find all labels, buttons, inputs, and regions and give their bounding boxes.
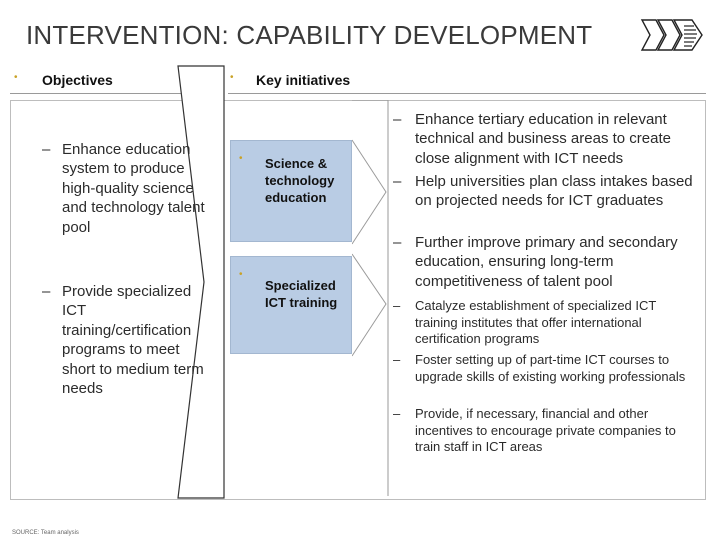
initiative-bullet: •	[239, 153, 243, 164]
initiative-point-text: Provide, if necessary, financial and other incentives to encourage private companies to train staff in ICT areas	[415, 406, 676, 455]
initiatives-header: Key initiatives	[256, 72, 351, 88]
dash-marker: –	[393, 234, 402, 251]
initiative-point-text: Foster setting up of part-time ICT courses to upgrade skills of existing working professionals	[415, 352, 686, 384]
initiative-point	[393, 298, 700, 348]
initiative-point	[393, 172, 700, 211]
source-footnote: SOURCE: Team analysis	[12, 530, 79, 536]
initiative-label: Specialized ICT training	[265, 278, 338, 310]
dash-marker: –	[393, 298, 401, 313]
objective-text: Enhance education system to produce high-quality science and technology talent pool	[62, 141, 205, 236]
chevron-arrows-logo	[640, 18, 706, 52]
dash-marker: –	[393, 173, 402, 190]
page-title: INTERVENTION: CAPABILITY DEVELOPMENT	[26, 20, 593, 50]
initiative-bullet: •	[239, 269, 243, 280]
initiative-label: Science & technology education	[265, 156, 335, 205]
objectives-header-bullet: •	[14, 72, 18, 83]
objective-text: Provide specialized ICT training/certification programs to meet short to medium term needs	[62, 283, 204, 398]
initiative-point	[393, 110, 700, 168]
objective-item	[42, 282, 212, 398]
objective-item	[42, 140, 212, 237]
initiative-point	[393, 352, 700, 385]
initiatives-header-bullet: •	[230, 72, 234, 83]
dash-marker: –	[42, 141, 51, 158]
objectives-header-rule	[10, 93, 200, 94]
dash-marker: –	[393, 406, 401, 421]
dash-marker: –	[42, 283, 51, 300]
objectives-header: Objectives	[42, 72, 113, 88]
initiatives-header-rule	[228, 93, 706, 94]
initiative-box-training	[230, 256, 352, 354]
initiative-box-science	[230, 140, 352, 242]
initiative-point-text: Catalyze establishment of specialized ICT training institutes that offer international certification programs	[415, 298, 657, 347]
initiative-point	[393, 406, 700, 456]
dash-marker: –	[393, 111, 402, 128]
initiatives-chevron	[352, 100, 394, 500]
initiative-point-text: Help universities plan class intakes based on projected needs for ICT graduates	[415, 173, 693, 210]
initiative-point-text: Further improve primary and secondary education, ensuring long-term competitiveness of talent pool	[415, 234, 678, 290]
initiative-point	[393, 233, 700, 291]
initiative-point-text: Enhance tertiary education in relevant technical and business areas to create close alignment with ICT needs	[415, 111, 671, 167]
dash-marker: –	[393, 352, 401, 367]
